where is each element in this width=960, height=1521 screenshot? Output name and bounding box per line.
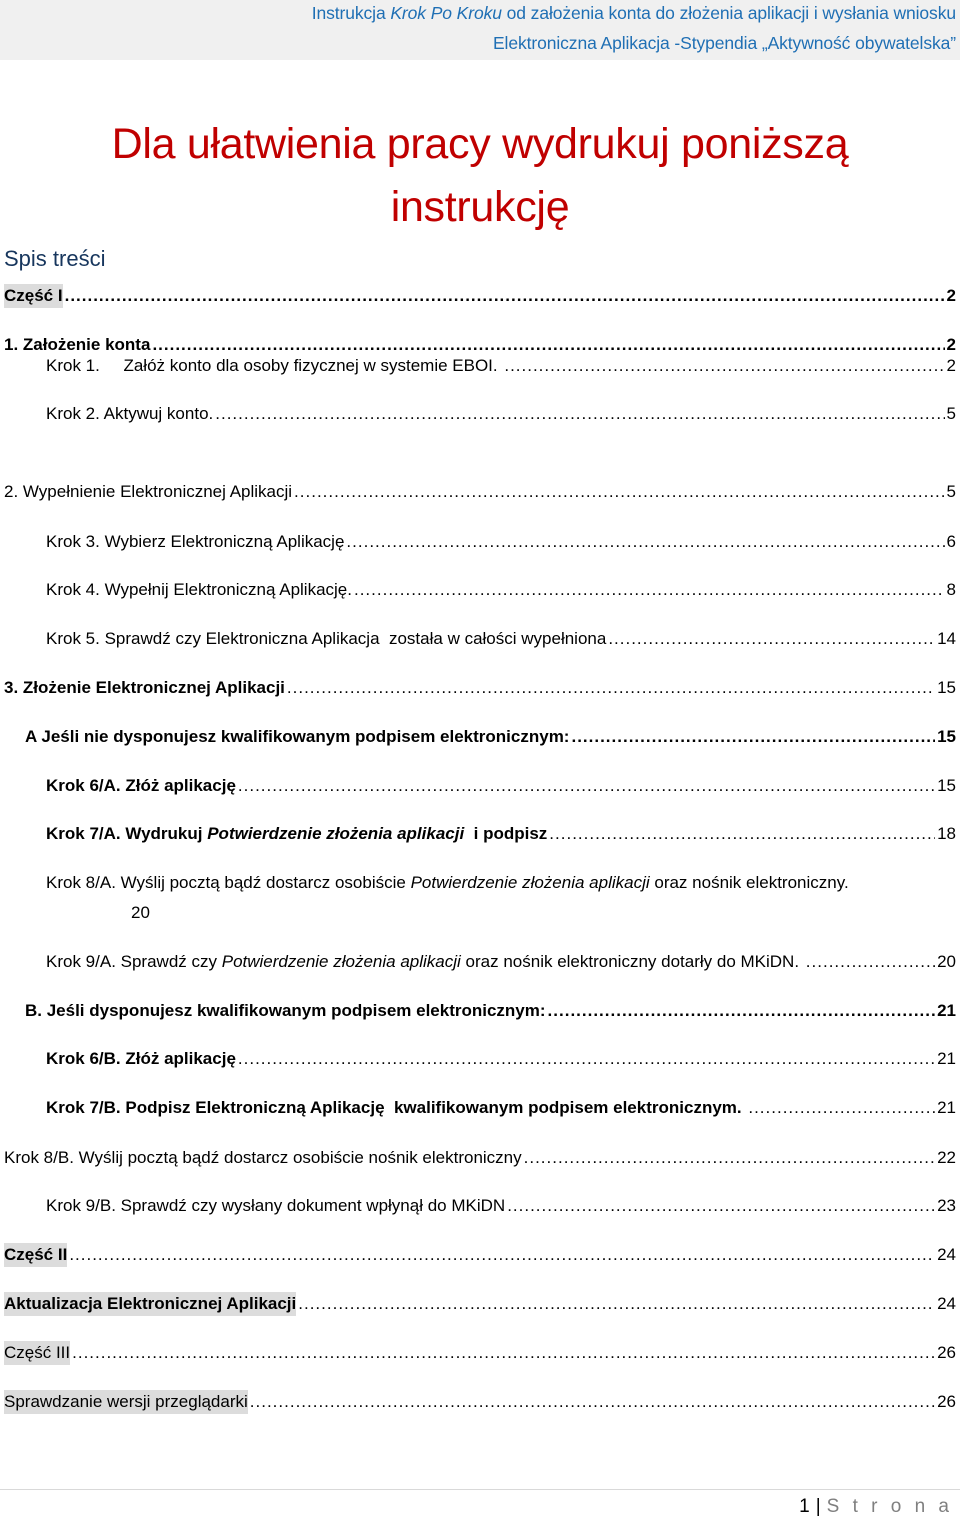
toc-dots	[72, 1341, 935, 1365]
toc-entry-page: 26	[937, 1392, 956, 1411]
footer-separator: |	[815, 1496, 821, 1517]
toc-entry-label-part: oraz nośnik elektroniczny.	[649, 873, 849, 892]
toc-entry-krok-5[interactable]	[46, 627, 956, 651]
toc-entry-page: 24	[937, 1245, 956, 1264]
toc-dots	[806, 950, 935, 974]
page-title-line-2: instrukcję	[390, 183, 570, 231]
toc-dots	[571, 725, 935, 749]
footer-strona-label: S t r o n a	[826, 1496, 953, 1517]
toc-entry-page: 6	[946, 532, 956, 551]
toc-entry-aktualizacja[interactable]	[4, 1292, 956, 1316]
toc-entry-krok-9a[interactable]	[46, 950, 956, 974]
toc-entry-page: 23	[937, 1196, 956, 1215]
page-header	[0, 0, 960, 60]
toc-entry-page: 15	[937, 776, 956, 795]
toc-entry-label: 2. Wypełnienie Elektronicznej Aplikacji	[4, 482, 293, 501]
toc-entry-label-part: Krok 8/A. Wyślij pocztą bądź dostarcz osobiście	[46, 873, 411, 892]
toc-entry-krok-7a[interactable]	[46, 822, 956, 846]
toc-entry-krok-2[interactable]	[46, 402, 956, 426]
toc-entry-page: 21	[937, 1001, 956, 1020]
toc-dots	[65, 284, 945, 308]
toc-dots	[238, 1047, 935, 1071]
toc-dots	[524, 1146, 935, 1170]
toc-dots	[608, 627, 935, 651]
toc-dots	[548, 999, 936, 1023]
header-text: od założenia konta do złożenia aplikacji i wysłania wniosku	[501, 3, 956, 23]
toc-entry-label: 3. Złożenie Elektronicznej Aplikacji	[4, 678, 285, 697]
toc-entry-label: Krok 8/B. Wyślij pocztą bądź dostarcz osobiście nośnik elektroniczny	[4, 1148, 522, 1167]
toc-dots	[69, 1243, 935, 1267]
toc-entry-page: 22	[937, 1148, 956, 1167]
toc-entry-krok-3[interactable]	[46, 530, 956, 554]
toc-entry-krok-9b[interactable]	[46, 1194, 956, 1218]
toc-entry-label: Część II	[4, 1243, 67, 1267]
toc-entry-a[interactable]	[25, 725, 956, 749]
toc-dots	[250, 1390, 935, 1414]
toc-dots	[354, 578, 945, 602]
toc-entry-sprawdzanie[interactable]	[4, 1390, 956, 1414]
toc-entry-krok-6a[interactable]	[46, 774, 956, 798]
toc-entry-label-italic: Potwierdzenie złożenia aplikacji	[410, 873, 650, 892]
footer-divider	[0, 1489, 960, 1490]
toc-entry-label: Krok 6/B. Złóż aplikację	[46, 1049, 236, 1068]
toc-entry-krok-1[interactable]	[46, 354, 956, 378]
toc-entry-label: Krok 3. Wybierz Elektroniczną Aplikację	[46, 532, 345, 551]
toc-entry-label-italic: Potwierdzenie złożenia aplikacji	[221, 952, 461, 971]
toc-entry-label: B. Jeśli dysponujesz kwalifikowanym podpisem elektronicznym:	[25, 1001, 546, 1020]
toc-entry-page: 20	[131, 903, 150, 922]
toc-entry-czesc-1[interactable]	[4, 284, 956, 308]
page-footer	[799, 1496, 953, 1518]
toc-entry-label	[46, 822, 547, 846]
toc-entry-krok-8a[interactable]	[46, 871, 956, 922]
toc-entry-czesc-3[interactable]	[4, 1341, 956, 1365]
footer-page-number: 1	[799, 1496, 810, 1517]
toc-entry-label: Część I	[4, 284, 63, 308]
toc-entry-label: 1. Założenie konta	[4, 335, 151, 354]
toc-entry-label: Krok 7/B. Podpisz Elektroniczną Aplikację kwalifikowanym podpisem elektronicznym.	[46, 1098, 747, 1117]
toc-dots	[507, 1194, 935, 1218]
header-text: Instrukcja	[311, 3, 391, 23]
toc-entry-label: Krok 1. Załóż konto dla osoby fizycznej w systemie EBOI.	[46, 356, 503, 375]
toc-entry-page: 20	[937, 952, 956, 971]
header-line-1	[312, 3, 956, 24]
toc-entry-label	[46, 871, 956, 895]
toc-entry-page: 26	[937, 1343, 956, 1362]
toc-entry-label-italic: Potwierdzenie złożenia aplikacji	[207, 824, 465, 843]
toc-dots	[298, 1292, 935, 1316]
toc-dots	[238, 774, 935, 798]
toc-entry-label: Krok 9/B. Sprawdź czy wysłany dokument wpłynął do MKiDN	[46, 1196, 506, 1215]
toc-entry-krok-4[interactable]	[46, 578, 956, 602]
toc-entry-b[interactable]	[25, 999, 956, 1023]
toc-dots	[549, 822, 935, 846]
toc-entry-page: 15	[937, 727, 956, 746]
toc-entry-label: Krok 2. Aktywuj konto.	[46, 404, 214, 423]
toc-dots	[504, 354, 944, 378]
toc-entry-label-part: Krok 9/A. Sprawdź czy	[46, 952, 222, 971]
header-line-2: Elektroniczna Aplikacja -Stypendia „Aktywność obywatelska”	[492, 33, 956, 53]
toc-entry-page: 5	[946, 482, 956, 501]
toc-entry-label-part: oraz nośnik elektroniczny dotarły do MKiDN.	[460, 952, 804, 971]
toc-entry-czesc-2[interactable]	[4, 1243, 956, 1267]
toc-entry-krok-8b[interactable]	[4, 1146, 956, 1170]
toc-entry-page: 8	[946, 580, 956, 599]
toc-entry-krok-7b[interactable]	[46, 1096, 956, 1120]
toc-entry-page: 21	[937, 1098, 956, 1117]
toc-dots	[287, 676, 935, 700]
toc-entry-page: 5	[946, 404, 956, 423]
toc-entry-page: 2	[946, 356, 956, 375]
toc-dots	[215, 402, 944, 426]
toc-entry-page: 2	[946, 286, 956, 305]
toc-entry-wypelnienie[interactable]	[4, 480, 956, 504]
toc-entry-label: Krok 5. Sprawdź czy Elektroniczna Aplikacja została w całości wypełniona	[46, 629, 607, 648]
toc-entry-krok-6b[interactable]	[46, 1047, 956, 1071]
toc-dots	[748, 1096, 935, 1120]
toc-entry-label: Krok 6/A. Złóż aplikację	[46, 776, 236, 795]
header-italic-text: Krok Po Kroku	[390, 3, 502, 23]
toc-heading: Spis treści	[4, 246, 106, 271]
toc-entry-page: 24	[937, 1294, 956, 1313]
toc-entry-page: 14	[937, 629, 956, 648]
toc-entry-label-part: Krok 7/A. Wydrukuj	[46, 824, 208, 843]
page-title-line-1: Dla ułatwienia pracy wydrukuj poniższą	[111, 120, 849, 168]
toc-entry-page: 2	[946, 335, 956, 354]
toc-entry-page: 15	[937, 678, 956, 697]
toc-entry-label: Aktualizacja Elektronicznej Aplikacji	[4, 1292, 296, 1316]
toc-entry-label: Krok 4. Wypełnij Elektroniczną Aplikację.	[46, 580, 352, 599]
toc-entry-zlozenie[interactable]	[4, 676, 956, 700]
toc-entry-label: Sprawdzanie wersji przeglądarki	[4, 1390, 248, 1414]
toc-dots	[346, 530, 944, 554]
toc-entry-page: 21	[937, 1049, 956, 1068]
toc-entry-page: 18	[937, 824, 956, 843]
toc-dots	[294, 480, 944, 504]
toc-entry-label: A Jeśli nie dysponujesz kwalifikowanym podpisem elektronicznym:	[25, 727, 570, 746]
toc-entry-label-part: i podpisz	[464, 824, 548, 843]
toc-entry-label: Część III	[4, 1341, 70, 1365]
toc-entry-label	[46, 950, 804, 974]
